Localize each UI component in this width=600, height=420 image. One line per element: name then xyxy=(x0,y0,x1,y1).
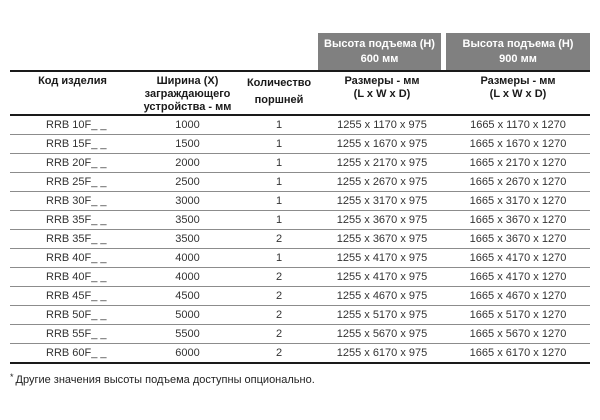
table-cell: 1255 x 2170 x 975 xyxy=(318,154,446,173)
table-cell: 1665 x 3170 x 1270 xyxy=(446,192,590,211)
table-row xyxy=(10,325,590,344)
product-table xyxy=(10,70,590,364)
col-header-width-line3: устройства - мм xyxy=(143,101,232,113)
col-header-dimensions-600 xyxy=(318,71,446,115)
product-code-cell: RRB 35F_ _ xyxy=(10,211,135,230)
table-cell: 6000 xyxy=(135,344,240,364)
table-cell: 3000 xyxy=(135,192,240,211)
col-header-pistons-line1: Количество xyxy=(246,77,312,89)
table-cell: 2 xyxy=(240,344,318,364)
product-code-cell: RRB 40F_ _ xyxy=(10,249,135,268)
product-code-cell: RRB 15F_ _ xyxy=(10,135,135,154)
product-code-cell: RRB 50F_ _ xyxy=(10,306,135,325)
footnote-text: Другие значения высоты подъема доступны опционально. xyxy=(15,374,315,386)
product-code-cell: RRB 25F_ _ xyxy=(10,173,135,192)
table-cell: 1665 x 1170 x 1270 xyxy=(446,115,590,135)
product-spec-table-area xyxy=(10,33,590,386)
table-cell: 1255 x 1170 x 975 xyxy=(318,115,446,135)
col-header-dims600-line2: (L x W x D) xyxy=(353,88,411,100)
table-cell: 3500 xyxy=(135,211,240,230)
table-row xyxy=(10,154,590,173)
table-cell: 1000 xyxy=(135,115,240,135)
table-cell: 1665 x 4170 x 1270 xyxy=(446,268,590,287)
table-row xyxy=(10,344,590,364)
table-cell: 5000 xyxy=(135,306,240,325)
table-row xyxy=(10,306,590,325)
product-code-cell: RRB 20F_ _ xyxy=(10,154,135,173)
product-code-cell: RRB 60F_ _ xyxy=(10,344,135,364)
table-cell: 1665 x 6170 x 1270 xyxy=(446,344,590,364)
col-header-pistons-line2: поршней xyxy=(254,94,304,106)
table-row xyxy=(10,249,590,268)
table-cell: 1665 x 5170 x 1270 xyxy=(446,306,590,325)
table-cell: 1665 x 4170 x 1270 xyxy=(446,249,590,268)
table-body xyxy=(10,115,590,363)
table-cell: 2 xyxy=(240,325,318,344)
table-cell: 1 xyxy=(240,173,318,192)
table-cell: 3500 xyxy=(135,230,240,249)
table-cell: 1 xyxy=(240,115,318,135)
table-cell: 1665 x 5670 x 1270 xyxy=(446,325,590,344)
table-cell: 1255 x 3670 x 975 xyxy=(318,230,446,249)
table-row xyxy=(10,230,590,249)
product-code-cell: RRB 40F_ _ xyxy=(10,268,135,287)
table-row xyxy=(10,115,590,135)
band-lift-height-900 xyxy=(446,33,590,70)
col-header-dims600-line1: Размеры - мм xyxy=(344,75,420,87)
table-cell: 1255 x 3670 x 975 xyxy=(318,211,446,230)
table-cell: 1255 x 4670 x 975 xyxy=(318,287,446,306)
product-code-cell: RRB 35F_ _ xyxy=(10,230,135,249)
band-900-title: Высота подъема (H) xyxy=(462,38,574,50)
table-cell: 1665 x 3670 x 1270 xyxy=(446,211,590,230)
col-header-dimensions-900 xyxy=(446,71,590,115)
table-row xyxy=(10,268,590,287)
table-cell: 2000 xyxy=(135,154,240,173)
col-header-piston-count xyxy=(240,71,318,115)
band-600-title: Высота подъема (H) xyxy=(324,38,435,50)
table-row xyxy=(10,135,590,154)
band-lift-height-600 xyxy=(318,33,441,70)
band-900-value: 900 мм xyxy=(499,53,537,65)
table-cell: 1665 x 4670 x 1270 xyxy=(446,287,590,306)
table-cell: 2 xyxy=(240,268,318,287)
col-header-dims900-line2: (L x W x D) xyxy=(489,88,547,100)
table-cell: 5500 xyxy=(135,325,240,344)
table-cell: 1665 x 3670 x 1270 xyxy=(446,230,590,249)
table-cell: 2 xyxy=(240,287,318,306)
table-cell: 4500 xyxy=(135,287,240,306)
header-row xyxy=(10,71,590,115)
table-cell: 1255 x 3170 x 975 xyxy=(318,192,446,211)
lift-height-band-row xyxy=(10,33,590,70)
table-cell: 1255 x 4170 x 975 xyxy=(318,268,446,287)
table-cell: 1255 x 5170 x 975 xyxy=(318,306,446,325)
table-cell: 1665 x 1670 x 1270 xyxy=(446,135,590,154)
table-row xyxy=(10,173,590,192)
table-cell: 2500 xyxy=(135,173,240,192)
table-cell: 2 xyxy=(240,306,318,325)
table-cell: 1 xyxy=(240,192,318,211)
col-header-product-code-label: Код изделия xyxy=(38,75,107,87)
band-600-value: 600 мм xyxy=(360,53,399,65)
table-row xyxy=(10,287,590,306)
col-header-width-line1: Ширина (X) xyxy=(156,75,219,87)
product-code-cell: RRB 30F_ _ xyxy=(10,192,135,211)
table-cell: 1255 x 4170 x 975 xyxy=(318,249,446,268)
product-code-cell: RRB 45F_ _ xyxy=(10,287,135,306)
table-cell: 1 xyxy=(240,249,318,268)
product-code-cell: RRB 55F_ _ xyxy=(10,325,135,344)
table-cell: 1 xyxy=(240,135,318,154)
table-cell: 1255 x 1670 x 975 xyxy=(318,135,446,154)
table-cell: 4000 xyxy=(135,249,240,268)
col-header-barrier-width xyxy=(135,71,240,115)
table-cell: 1 xyxy=(240,211,318,230)
table-cell: 1255 x 5670 x 975 xyxy=(318,325,446,344)
table-cell: 1255 x 6170 x 975 xyxy=(318,344,446,364)
band-spacer xyxy=(10,33,318,70)
table-row xyxy=(10,211,590,230)
col-header-dims900-line1: Размеры - мм xyxy=(480,75,556,87)
table-cell: 1 xyxy=(240,154,318,173)
table-cell: 1665 x 2170 x 1270 xyxy=(446,154,590,173)
table-cell: 1500 xyxy=(135,135,240,154)
footnote-marker: * xyxy=(10,372,14,382)
col-header-product-code xyxy=(10,71,135,115)
col-header-width-line2: заграждающего xyxy=(144,88,231,100)
table-cell: 1255 x 2670 x 975 xyxy=(318,173,446,192)
table-row xyxy=(10,192,590,211)
table-cell: 2 xyxy=(240,230,318,249)
product-code-cell: RRB 10F_ _ xyxy=(10,115,135,135)
footnote xyxy=(10,372,590,386)
table-cell: 4000 xyxy=(135,268,240,287)
table-cell: 1665 x 2670 x 1270 xyxy=(446,173,590,192)
